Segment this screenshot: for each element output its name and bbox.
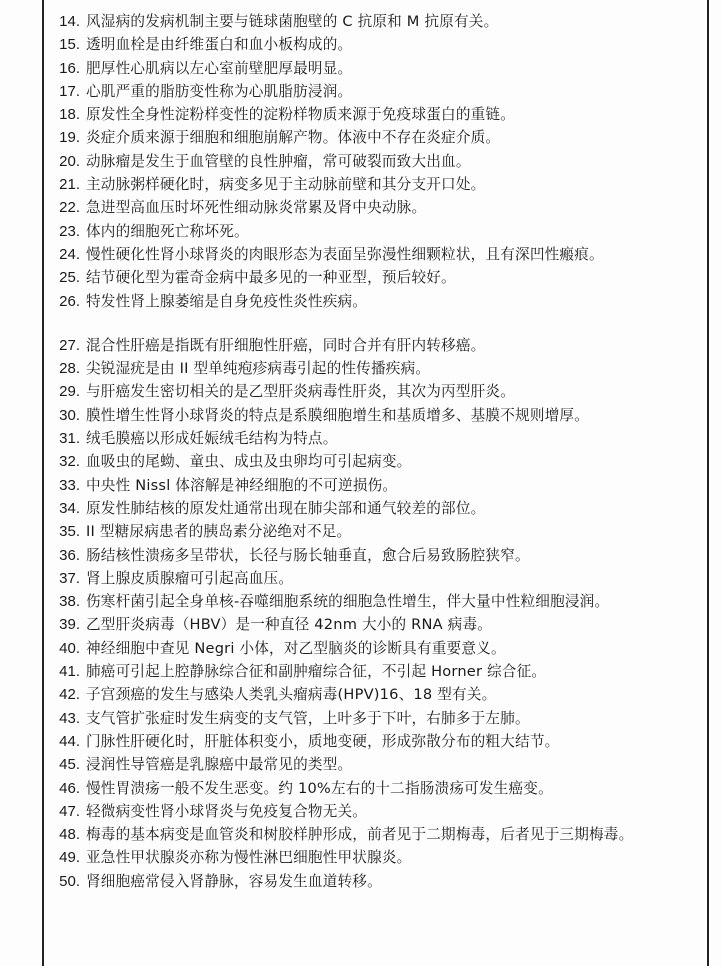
- list-item: [44, 196, 704, 219]
- list-item: [44, 846, 704, 869]
- item-number: 17.: [59, 82, 80, 100]
- item-text: 慢性硬化性肾小球肾炎的肉眼形态为表面呈弥漫性细颗粒状，且有深凹性瘢痕。: [86, 245, 604, 263]
- item-number: 24.: [59, 245, 80, 263]
- statement-list: [44, 10, 704, 893]
- list-item: [44, 57, 704, 80]
- item-number: 43.: [59, 709, 80, 727]
- item-text: 支气管扩张症时发生病变的支气管，上叶多于下叶，右肺多于左肺。: [86, 709, 530, 727]
- item-number: 20.: [59, 152, 80, 170]
- item-text: 特发性肾上腺萎缩是自身免疫性炎性疾病。: [86, 292, 368, 310]
- item-number: 48.: [59, 826, 80, 844]
- item-text: 结节硬化型为霍奇金病中最多见的一种亚型，预后较好。: [86, 269, 456, 287]
- item-number: 25.: [59, 269, 80, 287]
- item-text: 透明血栓是由纤维蛋白和血小板构成的。: [86, 36, 353, 54]
- list-item: [44, 243, 704, 266]
- item-text: 浸润性导管癌是乳腺癌中最常见的类型。: [86, 756, 353, 774]
- list-item: [44, 637, 704, 660]
- item-text: 肺癌可引起上腔静脉综合征和副肿瘤综合征，不引起 Horner 综合征。: [86, 663, 547, 681]
- item-number: 15.: [59, 36, 80, 54]
- item-number: 22.: [59, 199, 80, 217]
- item-text: 风湿病的发病机制主要与链球菌胞壁的 C 抗原和 M 抗原有关。: [86, 13, 499, 30]
- item-text: 尖锐湿疣是由 II 型单纯疱疹病毒引起的性传播疾病。: [86, 360, 431, 378]
- list-item: [44, 334, 704, 357]
- item-number: 31.: [59, 430, 80, 448]
- item-text: 心肌严重的脂肪变性称为心肌脂肪浸润。: [86, 82, 353, 100]
- list-item: [44, 173, 704, 196]
- list-item: [44, 870, 704, 893]
- item-text: 绒毛膜癌以形成妊娠绒毛结构为特点。: [86, 430, 338, 448]
- item-number: 39.: [59, 616, 80, 634]
- item-text: 与肝癌发生密切相关的是乙型肝炎病毒性肝炎，其次为丙型肝炎。: [86, 383, 516, 401]
- item-number: 18.: [59, 106, 80, 124]
- item-number: 45.: [59, 756, 80, 774]
- item-number: 36.: [59, 546, 80, 564]
- item-text: 动脉瘤是发生于血管壁的良性肿瘤，常可破裂而致大出血。: [86, 152, 471, 170]
- item-text: 梅毒的基本病变是血管炎和树胶样肿形成，前者见于二期梅毒，后者见于三期梅毒。: [86, 826, 634, 844]
- list-item: [44, 126, 704, 149]
- item-text: 混合性肝癌是指既有肝细胞性肝癌，同时合并有肝内转移癌。: [86, 336, 486, 354]
- list-item: [44, 80, 704, 103]
- item-text: 肾上腺皮质腺瘤可引起高血压。: [86, 569, 294, 587]
- item-number: 30.: [59, 406, 80, 424]
- list-item: [44, 613, 704, 636]
- item-text: 肾细胞癌常侵入肾静脉，容易发生血道转移。: [86, 872, 382, 890]
- item-text: 门脉性肝硬化时，肝脏体积变小，质地变硬，形成弥散分布的粗大结节。: [86, 732, 560, 750]
- item-number: 41.: [59, 663, 80, 681]
- list-item: [44, 497, 704, 520]
- item-text: 原发性全身性淀粉样变性的淀粉样物质来源于免疫球蛋白的重链。: [86, 106, 516, 124]
- list-item: [44, 290, 704, 313]
- item-number: 38.: [59, 593, 80, 611]
- item-text: 乙型肝炎病毒（HBV）是一种直径 42nm 大小的 RNA 病毒。: [86, 616, 493, 634]
- item-number: 33.: [59, 476, 80, 494]
- item-number: 46.: [59, 779, 80, 797]
- list-item: [44, 474, 704, 497]
- item-number: 32.: [59, 453, 80, 471]
- list-item: [44, 33, 704, 56]
- item-text: 子宫颈癌的发生与感染人类乳头瘤病毒(HPV)16、18 型有关。: [86, 686, 497, 704]
- item-text: 肠结核性溃疡多呈带状，长径与肠长轴垂直，愈合后易致肠腔狭窄。: [86, 546, 530, 564]
- item-number: 16.: [59, 59, 80, 77]
- item-number: 40.: [59, 639, 80, 657]
- item-text: 轻微病变性肾小球肾炎与免疫复合物无关。: [86, 802, 368, 820]
- item-number: 23.: [59, 222, 80, 240]
- list-item: [44, 823, 704, 846]
- item-text: 血吸虫的尾蚴、童虫、成虫及虫卵均可引起病变。: [86, 453, 412, 471]
- list-item: [44, 707, 704, 730]
- item-text: 亚急性甲状腺炎亦称为慢性淋巴细胞性甲状腺炎。: [86, 849, 412, 867]
- item-text: 慢性胃溃疡一般不发生恶变。约 10%左右的十二指肠溃疡可发生癌变。: [86, 779, 553, 797]
- item-number: 49.: [59, 849, 80, 867]
- item-text: 膜性增生性肾小球肾炎的特点是系膜细胞增生和基质增多、基膜不规则增厚。: [86, 406, 589, 424]
- item-text: 肥厚性心肌病以左心室前壁肥厚最明显。: [86, 59, 353, 77]
- item-text: 伤寒杆菌引起全身单核-吞噬细胞系统的细胞急性增生，伴大量中性粒细胞浸润。: [86, 593, 610, 611]
- item-text: 炎症介质来源于细胞和细胞崩解产物。体液中不存在炎症介质。: [86, 129, 501, 147]
- list-item: [44, 777, 704, 800]
- list-item: [44, 660, 704, 683]
- list-item: [44, 753, 704, 776]
- list-item: [44, 266, 704, 289]
- item-text: II 型糖尿病患者的胰岛素分泌绝对不足。: [86, 523, 352, 541]
- list-item: [44, 357, 704, 380]
- item-text: 中央性 Nissl 体溶解是神经细胞的不可逆损伤。: [86, 476, 398, 494]
- list-item: [44, 567, 704, 590]
- list-item: [44, 150, 704, 173]
- item-text: 急进型高血压时坏死性细动脉炎常累及肾中央动脉。: [86, 199, 427, 217]
- list-item: [44, 544, 704, 567]
- item-number: 21.: [59, 176, 80, 194]
- list-item: [44, 800, 704, 823]
- list-item: [44, 450, 704, 473]
- item-number: 37.: [59, 569, 80, 587]
- list-item: [44, 10, 704, 33]
- item-number: 44.: [59, 732, 80, 750]
- list-item: [44, 730, 704, 753]
- item-number: 19.: [59, 129, 80, 147]
- list-item: [44, 683, 704, 706]
- list-item: [44, 520, 704, 543]
- item-number: 35.: [59, 523, 80, 541]
- item-number: 28.: [59, 360, 80, 378]
- item-number: 50.: [59, 872, 80, 890]
- list-item: [44, 404, 704, 427]
- item-number: 47.: [59, 802, 80, 820]
- item-text: 原发性肺结核的原发灶通常出现在肺尖部和通气较差的部位。: [86, 499, 486, 517]
- page-border-right: [707, 0, 709, 966]
- item-number: 27.: [59, 336, 80, 354]
- list-item: [44, 103, 704, 126]
- list-item: [44, 427, 704, 450]
- list-item: [44, 590, 704, 613]
- item-text: 主动脉粥样硬化时，病变多见于主动脉前壁和其分支开口处。: [86, 176, 486, 194]
- item-number: 29.: [59, 383, 80, 401]
- item-number: 42.: [59, 686, 80, 704]
- list-item: [44, 380, 704, 403]
- item-number: 14.: [59, 13, 80, 30]
- item-number: 26.: [59, 292, 80, 310]
- item-text: 神经细胞中查见 Negri 小体，对乙型脑炎的诊断具有重要意义。: [86, 639, 506, 657]
- item-number: 34.: [59, 499, 80, 517]
- list-item: [44, 220, 704, 243]
- item-text: 体内的细胞死亡称坏死。: [86, 222, 249, 240]
